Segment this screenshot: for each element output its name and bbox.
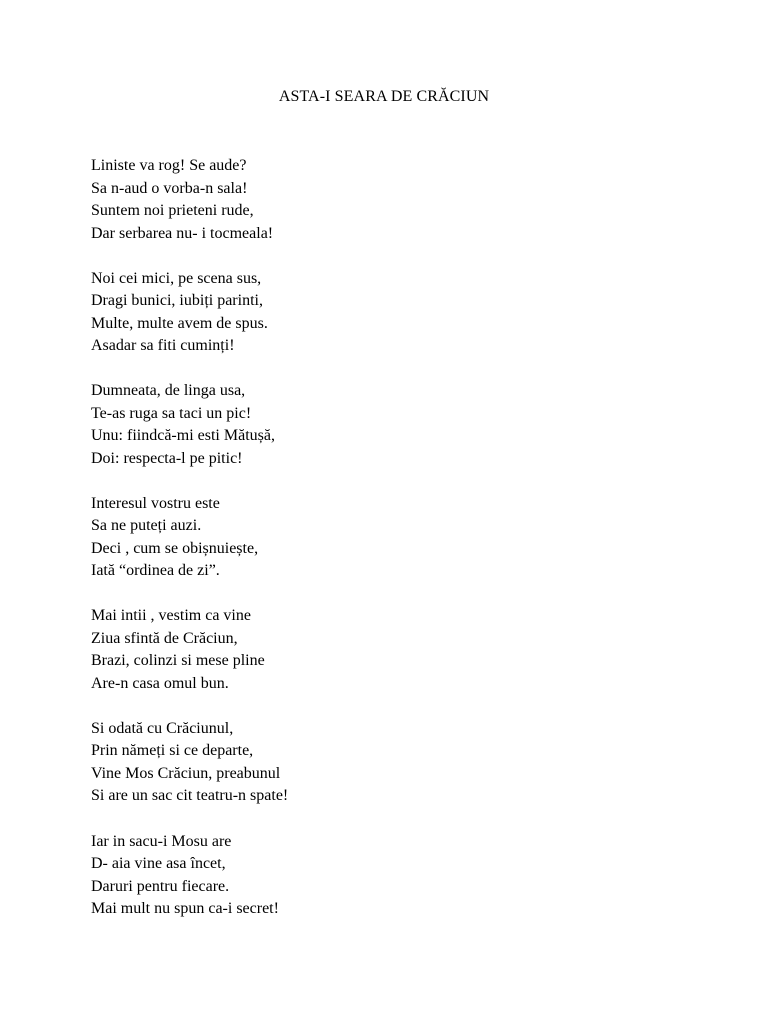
poem-line: Sa ne puteți auzi. bbox=[91, 517, 202, 535]
stanza-4 bbox=[91, 493, 691, 583]
poem-line: Mai mult nu spun ca-i secret! bbox=[91, 900, 279, 918]
poem-line: Si odată cu Crăciunul, bbox=[91, 719, 234, 737]
poem-line: Multe, multe avem de spus. bbox=[91, 314, 268, 332]
poem-line: D- aia vine asa încet, bbox=[91, 855, 226, 873]
poem-line: Asadar sa fiti cuminți! bbox=[91, 337, 235, 355]
poem-line: Doi: respecta-l pe pitic! bbox=[91, 449, 243, 467]
poem-title: ASTA-I SEARA DE CRĂCIUN bbox=[278, 88, 490, 105]
poem-line: Liniste va rog! Se aude? bbox=[91, 157, 247, 174]
poem-line: Dragi bunici, iubiți parinti, bbox=[91, 292, 263, 310]
poem-line: Deci , cum se obișnuiește, bbox=[91, 539, 259, 557]
poem-line: Mai intii , vestim ca vine bbox=[91, 607, 251, 625]
poem-line: Vine Mos Crăciun, preabunul bbox=[91, 764, 281, 782]
poem-line: Are-n casa omul bun. bbox=[91, 674, 229, 692]
poem-line: Prin nămeți si ce departe, bbox=[91, 742, 254, 760]
stanza-3 bbox=[91, 380, 691, 470]
poem-line: Iată “ordinea de zi”. bbox=[91, 562, 220, 580]
poem-body bbox=[91, 155, 691, 943]
poem-line: Daruri pentru fiecare. bbox=[91, 877, 230, 895]
poem-line: Te-as ruga sa taci un pic! bbox=[91, 404, 252, 422]
stanza-7 bbox=[91, 831, 691, 921]
poem-line: Ziua sfintă de Crăciun, bbox=[91, 629, 238, 647]
stanza-5 bbox=[91, 605, 691, 695]
poem-line: Dumneata, de linga usa, bbox=[91, 382, 246, 400]
poem-line: Si are un sac cit teatru-n spate! bbox=[91, 787, 289, 805]
stanza-1 bbox=[91, 155, 691, 245]
stanza-6 bbox=[91, 718, 691, 808]
poem-line: Interesul vostru este bbox=[91, 494, 220, 512]
poem-line: Dar serbarea nu- i tocmeala! bbox=[91, 224, 274, 242]
poem-line: Noi cei mici, pe scena sus, bbox=[91, 269, 262, 287]
poem-line: Sa n-aud o vorba-n sala! bbox=[91, 179, 248, 197]
poem-line: Unu: fiindcă-mi esti Mătușă, bbox=[91, 427, 275, 445]
poem-line: Brazi, colinzi si mese pline bbox=[91, 652, 265, 670]
poem-line: Suntem noi prieteni rude, bbox=[91, 202, 254, 219]
poem-line: Iar in sacu-i Mosu are bbox=[91, 832, 232, 850]
stanza-2 bbox=[91, 268, 691, 358]
